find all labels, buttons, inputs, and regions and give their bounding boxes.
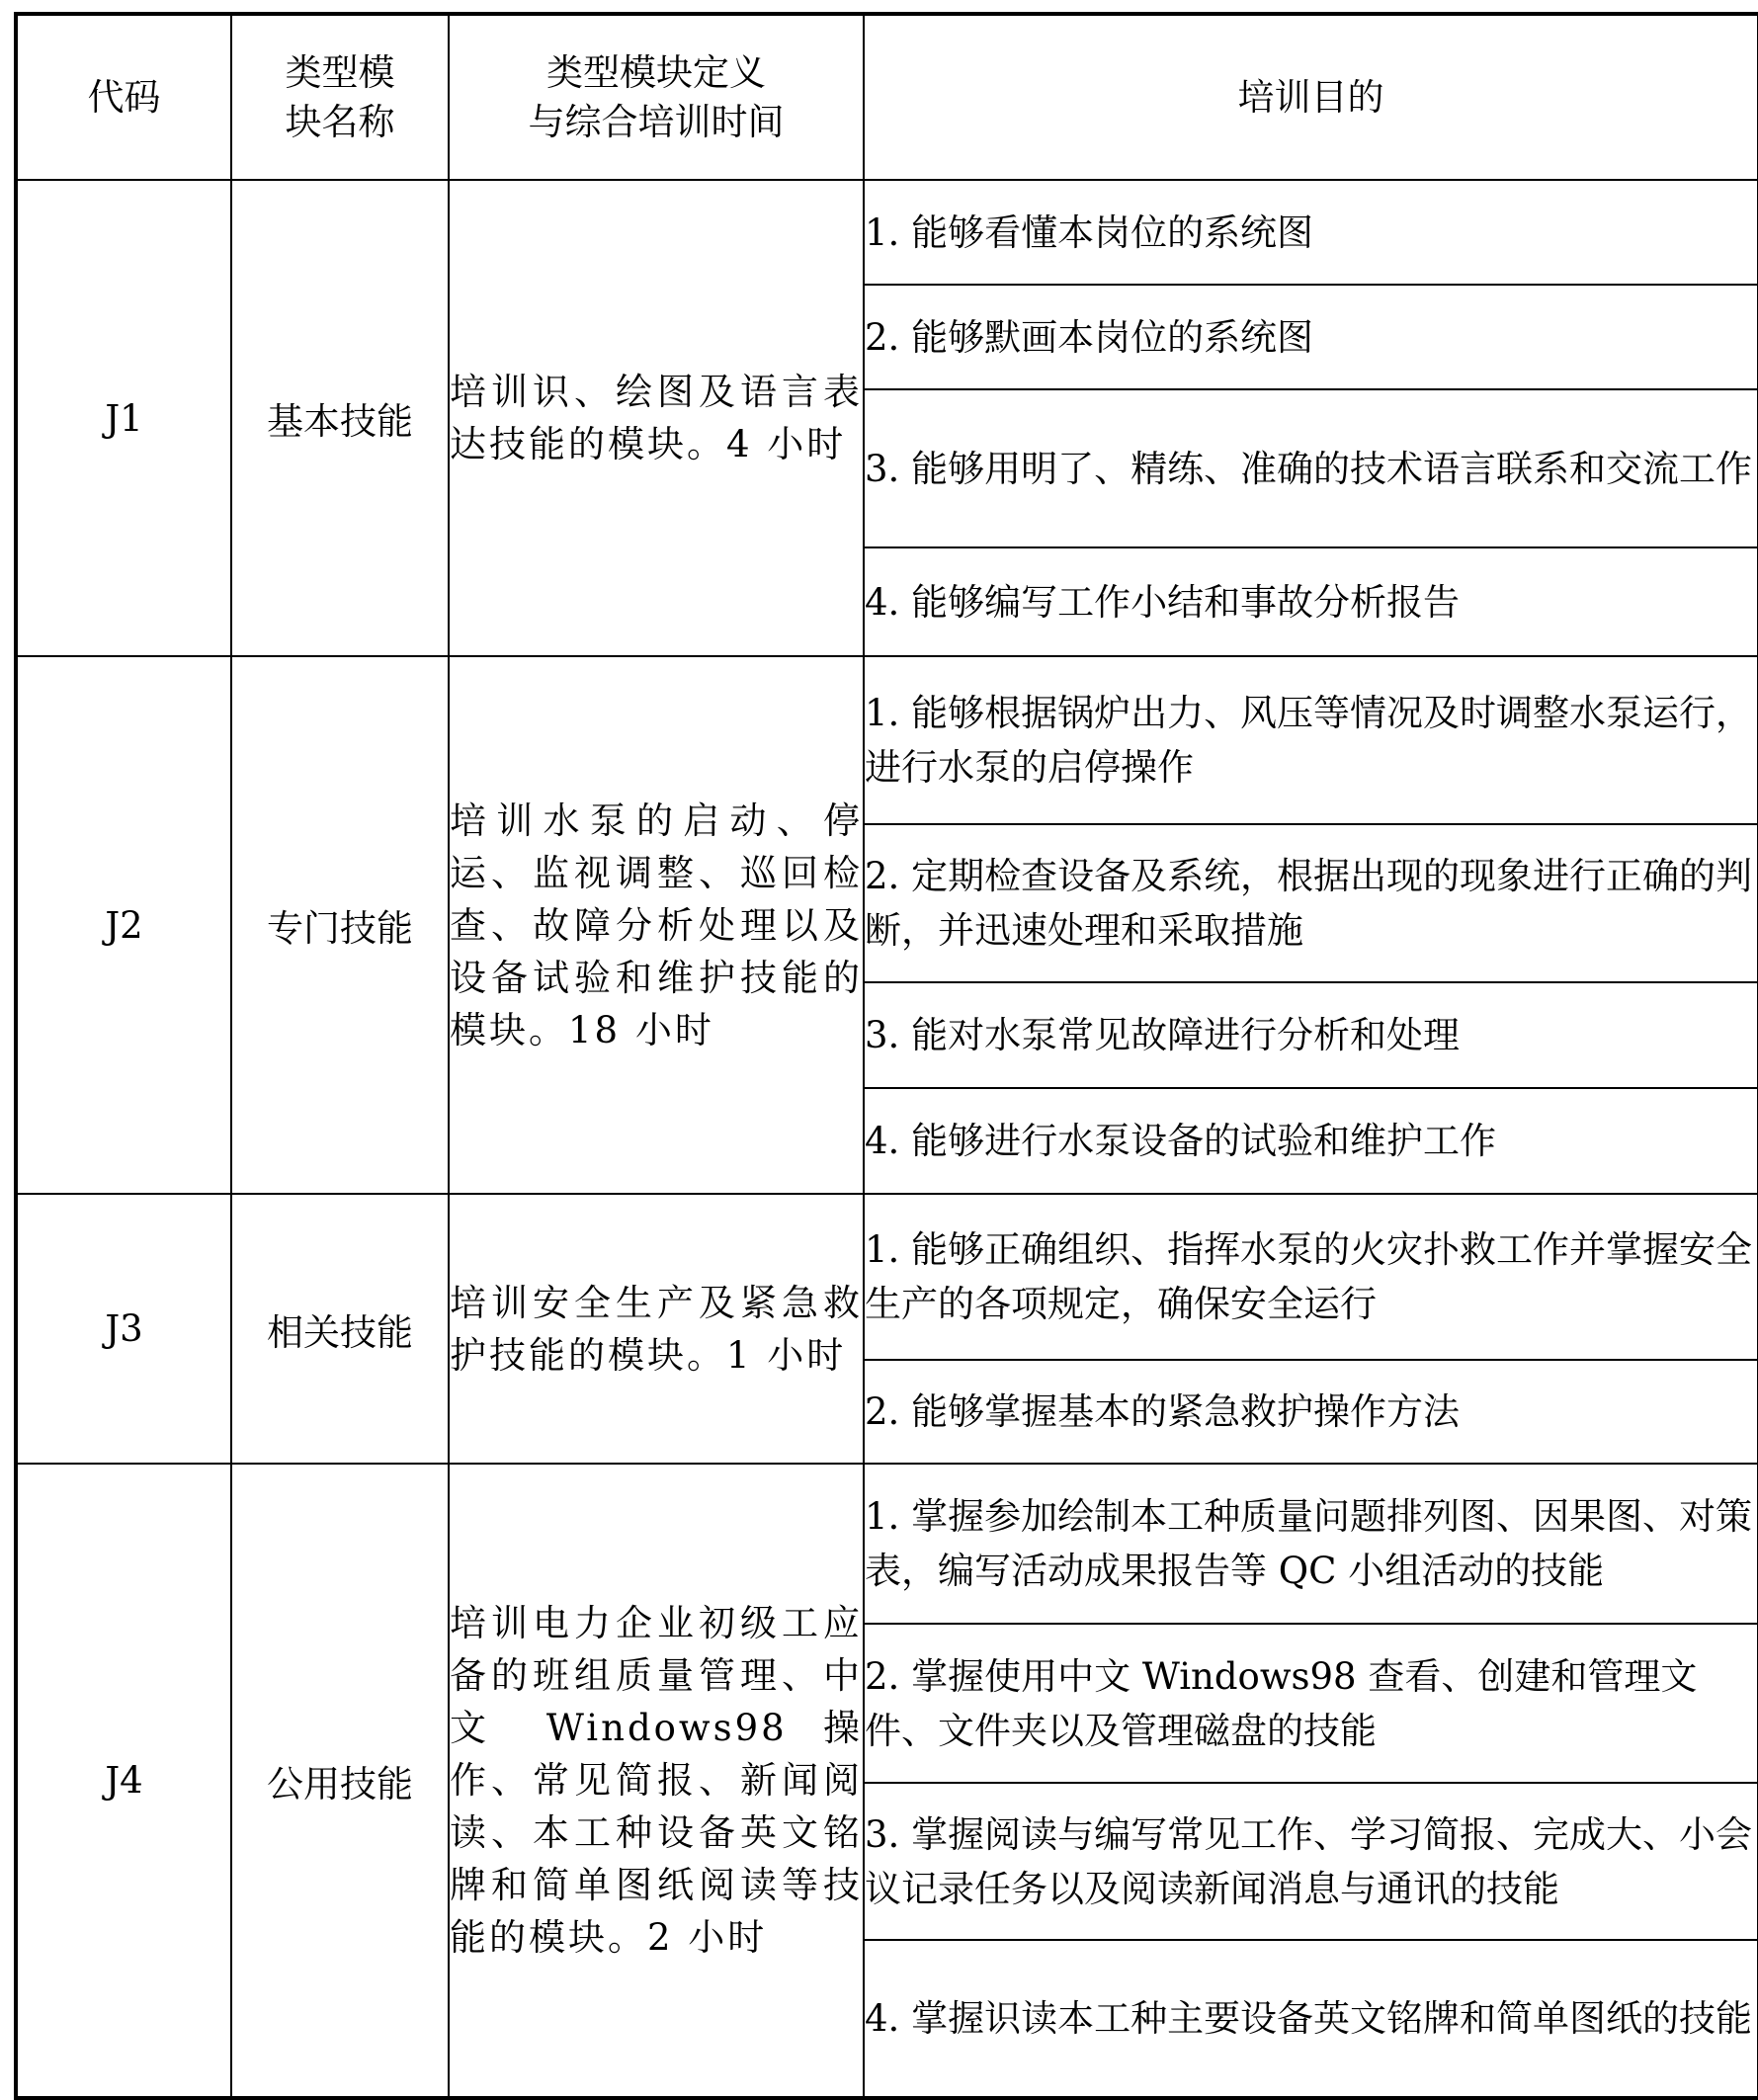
goal-cell bbox=[864, 547, 1758, 656]
goal-text: 3. 能对水泵常见故障进行分析和处理 bbox=[865, 1014, 1461, 1056]
goal-text: 4. 掌握识读本工种主要设备英文铭牌和简单图纸的技能 bbox=[865, 1997, 1753, 2040]
row-name-cell bbox=[231, 1464, 449, 2098]
goal-text: 1. 能够根据锅炉出力、风压等情况及时调整水泵运行，进行水泵的启停操作 bbox=[865, 692, 1753, 789]
row-definition-cell bbox=[449, 656, 864, 1194]
row-code-cell bbox=[16, 180, 231, 656]
goal-cell bbox=[864, 1940, 1758, 2098]
goal-text: 2. 能够默画本岗位的系统图 bbox=[865, 315, 1314, 359]
header-definition-line2: 与综合培训时间 bbox=[528, 100, 785, 143]
row-code: J3 bbox=[105, 1307, 143, 1350]
row-definition-cell bbox=[449, 1194, 864, 1464]
row-code: J4 bbox=[105, 1759, 143, 1802]
goal-cell bbox=[864, 1088, 1758, 1194]
goal-text: 1. 能够看懂本岗位的系统图 bbox=[865, 210, 1314, 254]
row-definition: 培训安全生产及紧急救护技能的模块。1 小时 bbox=[450, 1281, 863, 1377]
table-row bbox=[16, 180, 1758, 285]
goal-text: 3. 能够用明了、精练、准确的技术语言联系和交流工作 bbox=[865, 447, 1753, 490]
goal-cell bbox=[864, 1624, 1758, 1783]
header-code-cell bbox=[16, 14, 231, 180]
header-code: 代码 bbox=[87, 75, 161, 119]
goal-cell bbox=[864, 1194, 1758, 1360]
goal-text: 1. 掌握参加绘制本工种质量问题排列图、因果图、对策表，编写活动成果报告等 QC 小组活动的技能 bbox=[865, 1495, 1753, 1592]
row-definition: 培训水泵的启动、停运、监视调整、巡回检查、故障分析处理以及设备试验和维护技能的模块。18 小时 bbox=[450, 798, 863, 1051]
row-code-cell bbox=[16, 1194, 231, 1464]
goal-text: 4. 能够编写工作小结和事故分析报告 bbox=[865, 580, 1461, 624]
header-goal: 培训目的 bbox=[1237, 75, 1384, 119]
row-definition-cell bbox=[449, 180, 864, 656]
header-definition-cell bbox=[449, 14, 864, 180]
goal-text: 2. 定期检查设备及系统，根据出现的现象进行正确的判断，并迅速处理和采取措施 bbox=[865, 855, 1753, 952]
table-row bbox=[16, 1464, 1758, 1624]
row-definition: 培训识、绘图及语言表达技能的模块。4 小时 bbox=[450, 371, 863, 465]
training-module-table bbox=[14, 12, 1758, 2100]
row-code: J1 bbox=[105, 396, 143, 440]
goal-cell bbox=[864, 180, 1758, 285]
row-code-cell bbox=[16, 656, 231, 1194]
goal-cell bbox=[864, 1464, 1758, 1624]
row-name-cell bbox=[231, 180, 449, 656]
goal-cell bbox=[864, 285, 1758, 389]
row-name-cell bbox=[231, 656, 449, 1194]
goal-cell bbox=[864, 656, 1758, 824]
goal-cell bbox=[864, 982, 1758, 1088]
header-definition-line1: 类型模块定义 bbox=[546, 50, 766, 94]
goal-text: 2. 掌握使用中文 Windows98 查看、创建和管理文件、文件夹以及管理磁盘的技能 bbox=[865, 1654, 1698, 1752]
goal-text: 1. 能够正确组织、指挥水泵的火灾扑救工作并掌握安全生产的各项规定，确保安全运行 bbox=[865, 1228, 1753, 1325]
goal-text: 3. 掌握阅读与编写常见工作、学习简报、完成大、小会议记录任务以及阅读新闻消息与通讯的技能 bbox=[865, 1812, 1753, 1910]
table-row bbox=[16, 1194, 1758, 1360]
goal-cell bbox=[864, 389, 1758, 547]
row-name-cell bbox=[231, 1194, 449, 1464]
header-module-name-cell bbox=[231, 14, 449, 180]
goal-cell bbox=[864, 824, 1758, 982]
goal-text: 4. 能够进行水泵设备的试验和维护工作 bbox=[865, 1120, 1497, 1162]
row-code: J2 bbox=[105, 903, 143, 947]
row-name: 基本技能 bbox=[267, 400, 413, 443]
row-definition-cell bbox=[449, 1464, 864, 2098]
row-name: 相关技能 bbox=[267, 1310, 413, 1354]
header-module-name-line2: 块名称 bbox=[285, 100, 395, 143]
row-code-cell bbox=[16, 1464, 231, 2098]
header-goal-cell bbox=[864, 14, 1758, 180]
row-name: 公用技能 bbox=[267, 1762, 413, 1806]
row-name: 专门技能 bbox=[267, 907, 413, 950]
header-module-name-line1: 类型模 bbox=[285, 50, 395, 94]
table-row bbox=[16, 656, 1758, 824]
goal-cell bbox=[864, 1783, 1758, 1940]
goal-cell bbox=[864, 1360, 1758, 1464]
row-definition: 培训电力企业初级工应备的班组质量管理、中文 Windows98 操作、常见简报、新闻阅读、本工种设备英文铭牌和简单图纸阅读等技能的模块。2 小时 bbox=[450, 1602, 863, 1959]
header-row bbox=[16, 14, 1758, 180]
goal-text: 2. 能够掌握基本的紧急救护操作方法 bbox=[865, 1390, 1461, 1433]
